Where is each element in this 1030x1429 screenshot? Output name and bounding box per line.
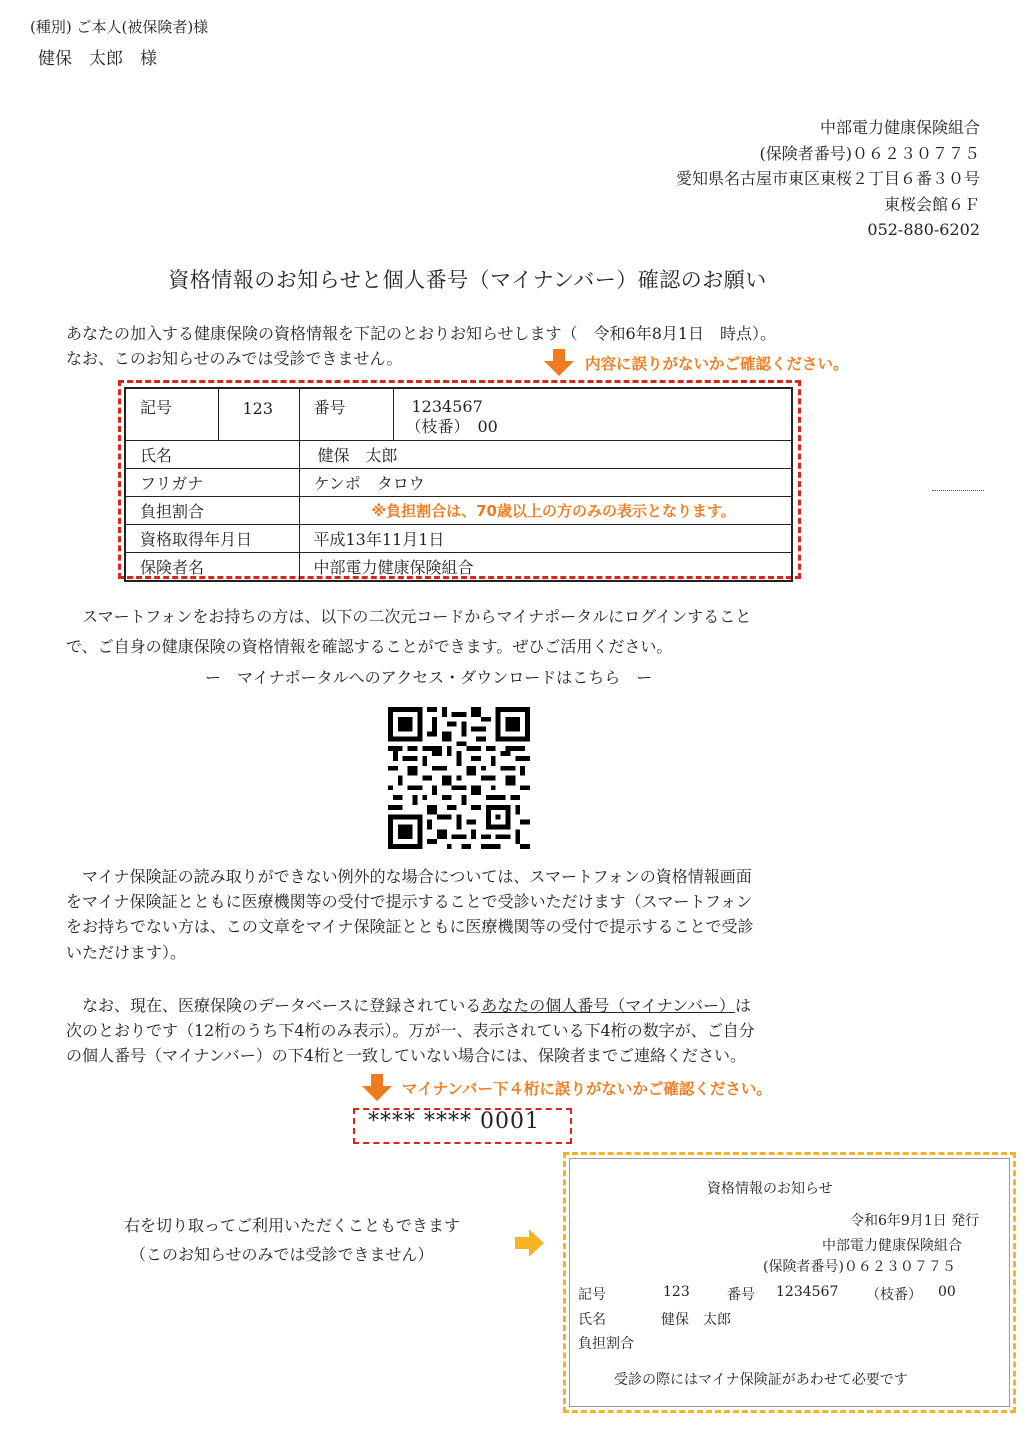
card-kigo-value: 123 [663, 1284, 690, 1300]
bango-label: 番号 [299, 388, 393, 440]
exception-line-1: マイナ保険証の読み取りができない例外的な場合については、スマートフォンの資格情報画面 [66, 867, 752, 886]
cut-note-line-1: 右を切り取ってご利用いただくこともできます [124, 1216, 461, 1235]
mynumber-line-3: の個人番号（マイナンバー）の下4桁と一致していない場合には、保険者までご連絡ください。 [66, 1046, 746, 1065]
insurer-value: 中部電力健康保険組合 [299, 552, 792, 581]
card-footer-note: 受診の際にはマイナ保険証があわせて必要です [614, 1372, 908, 1388]
insurer-phone: 052-880-6202 [867, 220, 980, 239]
card-insurer: 中部電力健康保険組合 [822, 1238, 962, 1254]
kana-label: フリガナ [125, 468, 299, 496]
document-title: 資格情報のお知らせと個人番号（マイナンバー）確認のお願い [168, 268, 767, 292]
card-title: 資格情報のお知らせ [707, 1181, 833, 1197]
qr-code-icon [388, 707, 530, 849]
insurer-address-block [676, 115, 980, 243]
mynumber-line-2: 次のとおりです（12桁のうち下4桁のみ表示）。万が一、表示されている下4桁の数字が、ご自分 [66, 1021, 755, 1040]
burden-note-text: ※負担割合は、70歳以上の方のみの表示となります。 [371, 501, 736, 520]
orange-down-arrow-icon [360, 1074, 394, 1102]
recipient-name: 健保 太郎 様 [38, 49, 157, 69]
name-label: 氏名 [125, 440, 299, 468]
bango-value: 1234567 [411, 397, 483, 416]
exception-line-3: をお持ちでない方は、この文章をマイナ保険証とともに医療機関等の受付で提示することで受診 [66, 917, 754, 936]
card-bango-label: 番号 [727, 1287, 755, 1303]
insurer-building: 東桜会館６Ｆ [883, 194, 980, 214]
insurer-label: 保険者名 [125, 552, 299, 581]
card-burden-label: 負担割合 [578, 1336, 634, 1352]
card-edaban-value: 00 [938, 1284, 956, 1300]
card-bango-value: 1234567 [776, 1284, 839, 1300]
mynumber-line-1-c: は [734, 996, 751, 1015]
exception-line-4: いただけます）。 [66, 943, 187, 962]
card-insurer-number: (保険者番号)０６２３０７７５ [763, 1259, 956, 1275]
mynumber-check-callout: マイナンバー下４桁に誤りがないかご確認ください。 [402, 1080, 772, 1098]
masked-mynumber: **** **** 0001 [368, 1109, 540, 1134]
acquired-label: 資格取得年月日 [125, 524, 299, 552]
insurer-address: 愛知県名古屋市東区東桜２丁目６番３０号 [675, 169, 980, 188]
orange-right-arrow-icon [515, 1228, 545, 1258]
margin-mark [932, 490, 984, 491]
acquired-value: 平成13年11月1日 [299, 524, 792, 552]
content-check-callout: 内容に誤りがないかご確認ください。 [585, 355, 849, 373]
cut-note-line-2: （このお知らせのみでは受診できません） [130, 1245, 434, 1264]
smartphone-line-2: で、ご自身の健康保険の資格情報を確認することができます。ぜひご活用ください。 [66, 637, 673, 656]
kigo-value: 123 [218, 388, 299, 440]
edaban-line: （枝番） 00 [405, 417, 498, 436]
exception-line-2: をマイナ保険証とともに医療機関等の受付で提示することで受診いただけます（スマートフォン [66, 892, 753, 911]
kigo-label: 記号 [125, 388, 218, 440]
intro-line-1: あなたの加入する健康保険の資格情報を下記のとおりお知らせします（ 令和6年8月1日 時点）。 [66, 324, 777, 343]
burden-label: 負担割合 [125, 496, 299, 524]
insurer-number: (保険者番号)０６２３０７７５ [759, 143, 980, 163]
card-name-label: 氏名 [578, 1312, 606, 1328]
card-edaban-label: （枝番） [866, 1287, 922, 1303]
card-name-value: 健保 太郎 [661, 1312, 731, 1328]
mynumber-line-1-underlined: あなたの個人番号（マイナンバー） [481, 996, 735, 1015]
name-value: 健保 太郎 [299, 440, 792, 468]
mynumber-line-1 [66, 993, 751, 1018]
smartphone-line-1: スマートフォンをお持ちの方は、以下の二次元コードからマイナポータルにログインすること [66, 607, 752, 626]
burden-note [299, 496, 792, 524]
card-kigo-label: 記号 [578, 1287, 606, 1303]
card-issued: 令和6年9月1日 発行 [850, 1213, 980, 1229]
insurer-name: 中部電力健康保険組合 [819, 118, 980, 137]
mynumber-line-1-a: なお、現在、医療保険のデータベースに登録されている [66, 996, 482, 1015]
orange-down-arrow-icon [542, 349, 576, 377]
bango-cell [393, 388, 792, 440]
portal-access-line: ー マイナポータルへのアクセス・ダウンロードはこちら ー [205, 668, 653, 687]
recipient-type-line: (種別) ご本人(被保険者)様 [30, 18, 209, 36]
qualification-table [124, 387, 793, 582]
kana-value: ケンポ タロウ [299, 468, 792, 496]
intro-line-2: なお、このお知らせのみでは受診できません。 [66, 349, 403, 368]
